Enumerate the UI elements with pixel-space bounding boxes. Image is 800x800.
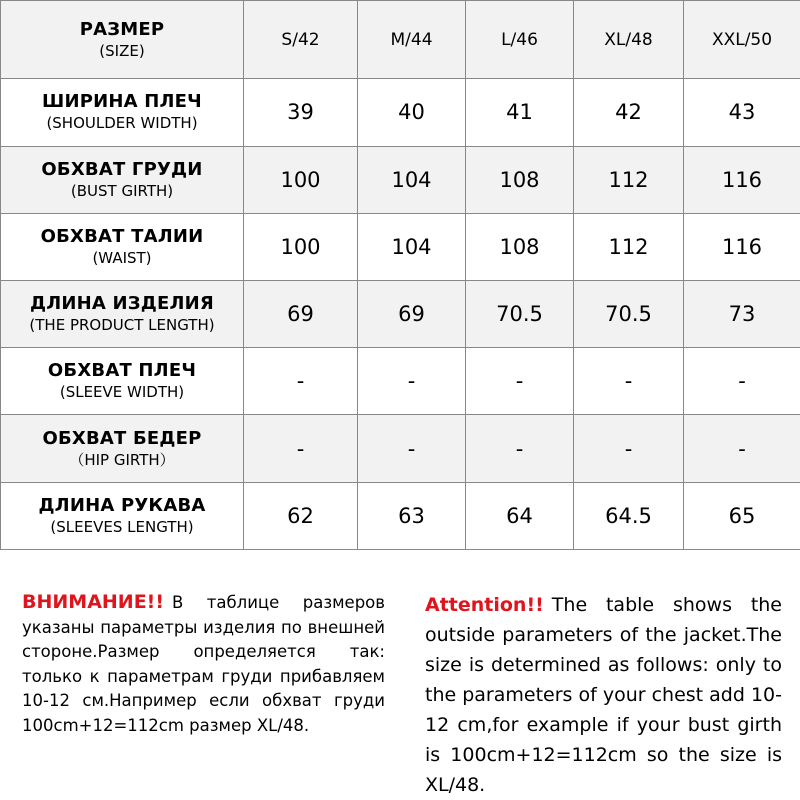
measurement-name-ru: ДЛИНА РУКАВА (38, 494, 206, 516)
measurement-name-en: (SLEEVES LENGTH) (50, 517, 194, 536)
size-header-label-en: (SIZE) (99, 41, 145, 60)
measurement-name-en: （HIP GIRTH） (69, 450, 175, 469)
measurement-value: 69 (287, 302, 314, 327)
table-row (1, 482, 800, 549)
measurement-name-cell (1, 79, 244, 146)
measurement-value-cell (358, 348, 466, 415)
measurement-name-ru: ОБХВАТ БЕДЕР (42, 427, 202, 449)
measurement-value: 116 (721, 234, 763, 259)
measurement-name-ru: ОБХВАТ ТАЛИИ (40, 225, 204, 247)
measurement-value: - (624, 436, 633, 461)
measurement-name-cell (1, 482, 244, 549)
table-row (1, 79, 800, 146)
measurement-value-cell (244, 213, 358, 280)
measurement-value-cell (684, 415, 800, 482)
measurement-value-cell (684, 146, 800, 213)
table-row (1, 146, 800, 213)
measurement-name-ru: ШИРИНА ПЛЕЧ (42, 91, 202, 113)
measurement-name-ru: ОБХВАТ ПЛЕЧ (47, 360, 197, 382)
measurement-value-cell (466, 482, 574, 549)
measurement-value: 70.5 (605, 302, 652, 327)
measurement-value-cell (684, 213, 800, 280)
measurement-value-cell (684, 482, 800, 549)
measurement-value: 43 (728, 100, 756, 125)
measurement-value-cell (466, 348, 574, 415)
measurement-name-en: (THE PRODUCT LENGTH) (29, 316, 215, 335)
measurement-value: - (407, 369, 416, 394)
size-label: XXL/50 (711, 29, 773, 50)
measurement-value-cell (574, 348, 684, 415)
measurement-value: 100 (280, 234, 321, 259)
measurement-value: 112 (608, 234, 649, 259)
measurement-value-cell (466, 415, 574, 482)
measurement-value-cell (466, 213, 574, 280)
size-header-cell (1, 1, 244, 79)
measurement-value: 64 (506, 503, 533, 528)
size-column-header (244, 1, 358, 79)
measurement-value-cell (466, 79, 574, 146)
measurement-name-cell (1, 213, 244, 280)
measurement-value: - (515, 436, 524, 461)
measurement-value: - (296, 436, 305, 461)
measurement-value: 108 (499, 167, 540, 192)
attention-note-en (425, 590, 782, 800)
size-label: S/42 (281, 29, 320, 50)
size-column-header (358, 1, 466, 79)
measurement-value-cell (244, 79, 358, 146)
size-column-header (574, 1, 684, 79)
measurement-value: - (738, 369, 746, 394)
measurement-value: - (515, 369, 524, 394)
measurement-value-cell (466, 280, 574, 347)
measurement-name-en: (WAIST) (92, 248, 152, 267)
table-row (1, 415, 800, 482)
size-label: M/44 (390, 29, 433, 50)
measurement-name-cell (1, 280, 244, 347)
measurement-value-cell (574, 213, 684, 280)
size-label: L/46 (501, 29, 538, 50)
attention-label-en: Attention!! (425, 594, 544, 616)
measurement-value: 40 (398, 100, 425, 125)
measurement-value-cell (358, 213, 466, 280)
measurement-value: 116 (721, 167, 763, 192)
measurement-value: - (738, 436, 746, 461)
measurement-value-cell (574, 79, 684, 146)
measurement-value: 73 (728, 302, 756, 327)
measurement-value-cell (358, 415, 466, 482)
attention-text-ru: В таблице размеров указаны параметры изделия по внешней стороне.Размер определяется так: только к параметрам груди прибавляем 10-12 см.Например если обхват груди 100cm+12=112cm размер XL/48. (22, 593, 385, 735)
table-header-row (1, 1, 800, 79)
measurement-value-cell (574, 280, 684, 347)
measurement-value-cell (684, 280, 800, 347)
measurement-value-cell (244, 280, 358, 347)
measurement-name-ru: ДЛИНА ИЗДЕЛИЯ (30, 293, 214, 315)
measurement-value-cell (244, 146, 358, 213)
measurement-value-cell (244, 348, 358, 415)
measurement-value: 69 (398, 302, 425, 327)
measurement-value-cell (244, 482, 358, 549)
measurement-value: 70.5 (496, 302, 543, 327)
table-row (1, 280, 800, 347)
measurement-value: 39 (287, 100, 314, 125)
measurement-value-cell (684, 79, 800, 146)
attention-text-en: The table shows the outside parameters of the jacket.The size is determined as follows: only to the parameters of your chest add 10-12 cm,for example if your bust girth is 100cm+12=112cm so the size is XL/48. (425, 594, 782, 796)
measurement-name-cell (1, 146, 244, 213)
table-row (1, 348, 800, 415)
measurement-value: 108 (499, 234, 540, 259)
measurement-value: - (624, 369, 633, 394)
attention-note-ru (22, 590, 385, 738)
measurement-value-cell (358, 79, 466, 146)
measurement-value: 104 (391, 167, 432, 192)
measurement-value: 65 (728, 503, 756, 528)
measurement-value-cell (358, 146, 466, 213)
measurement-value-cell (466, 146, 574, 213)
measurement-value: 104 (391, 234, 432, 259)
measurement-value: 112 (608, 167, 649, 192)
measurement-name-cell (1, 348, 244, 415)
measurement-value: 42 (615, 100, 642, 125)
measurement-name-cell (1, 415, 244, 482)
measurement-value: - (296, 369, 305, 394)
size-label: XL/48 (604, 29, 653, 50)
measurement-name-en: (BUST GIRTH) (70, 181, 174, 200)
measurement-value-cell (574, 415, 684, 482)
measurement-name-en: (SHOULDER WIDTH) (46, 114, 198, 133)
measurement-value-cell (358, 482, 466, 549)
attention-label-ru: ВНИМАНИЕ!! (22, 591, 165, 613)
table-row (1, 213, 800, 280)
measurement-name-en: (SLEEVE WIDTH) (59, 383, 185, 402)
measurement-value-cell (244, 415, 358, 482)
measurement-value: 63 (398, 503, 425, 528)
size-column-header (684, 1, 800, 79)
measurement-value: 100 (280, 167, 321, 192)
measurement-value: 62 (287, 503, 314, 528)
measurement-value: 41 (506, 100, 533, 125)
measurement-value-cell (574, 146, 684, 213)
measurement-name-ru: ОБХВАТ ГРУДИ (41, 158, 203, 180)
measurement-value: 64.5 (605, 503, 652, 528)
size-column-header (466, 1, 574, 79)
size-header-label-ru: РАЗМЕР (79, 18, 165, 40)
measurement-value-cell (684, 348, 800, 415)
measurement-value-cell (358, 280, 466, 347)
measurement-value-cell (574, 482, 684, 549)
measurement-value: - (407, 436, 416, 461)
